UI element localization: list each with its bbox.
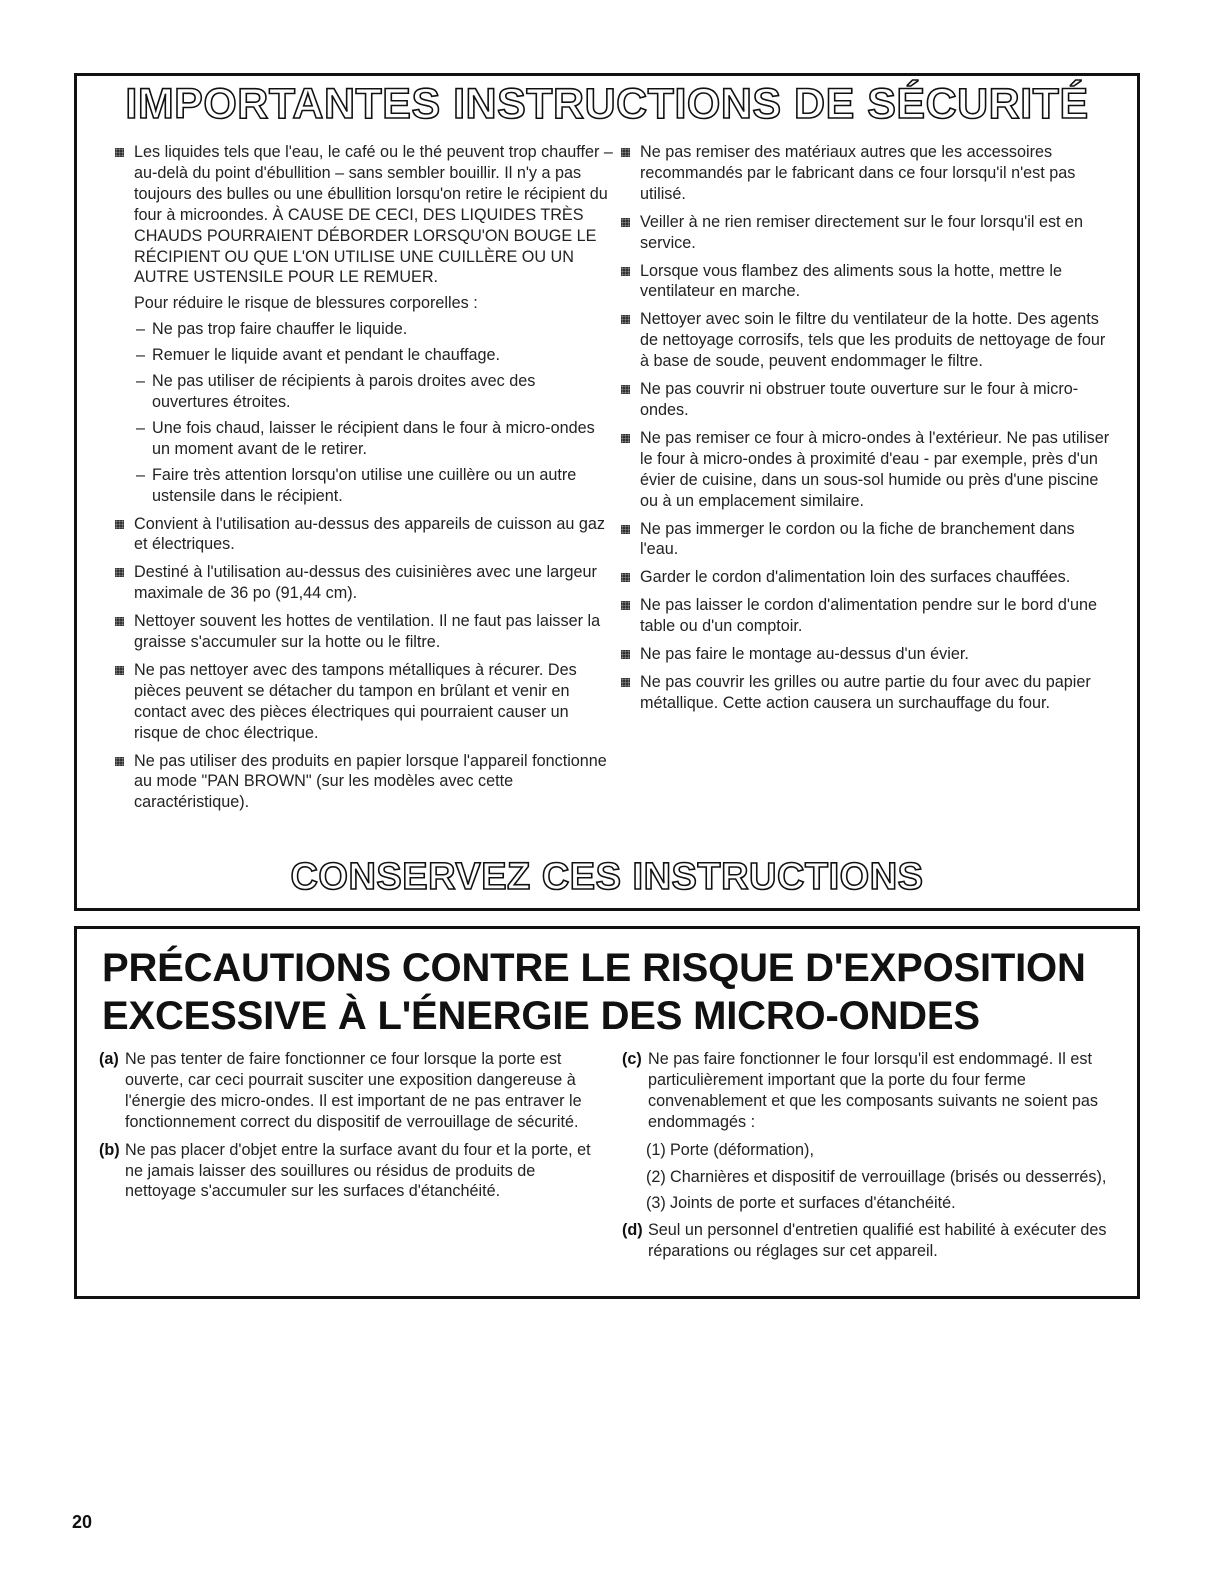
list-item: Nettoyer avec soin le filtre du ventilateur de la hotte. Des agents de nettoyage corrosifs, tels que les produits de nettoyage de four à base de soude, peuvent endommager le filtre. <box>616 309 1116 372</box>
list-item: Nettoyer souvent les hottes de ventilation. Il ne faut pas laisser la graisse s'accumuler sur la hotte ou le filtre. <box>110 611 616 653</box>
list-item: Ne pas utiliser des produits en papier lorsque l'appareil fonctionne au mode "PAN BROWN" (sur les modèles avec cette caractéristique). <box>110 751 616 814</box>
list-item: Ne pas couvrir les grilles ou autre partie du four avec du papier métallique. Cette action causera un surchauffage du four. <box>616 672 1116 714</box>
item-label: (a) <box>99 1050 119 1068</box>
safety-instructions-box <box>74 73 1140 911</box>
dash-item: – Faire très attention lorsqu'on utilise une cuillère ou un autre ustensile dans le récipient. <box>136 465 577 505</box>
precautions-box <box>74 926 1140 1299</box>
bullet-note: Pour réduire le risque de blessures corporelles : <box>134 294 478 313</box>
square-bullet-icon <box>115 568 124 577</box>
list-item: (a) Ne pas tenter de faire fonctionner ce four lorsque la porte est ouverte, car ceci pourrait susciter une exposition dangereuse à l'énergie des micro-ondes. Il est important de ne pas entraver le fonctionnement correct du dispositif de verrouillage de sécurité. <box>99 1050 582 1131</box>
bullet-text: Les liquides tels que l'eau, le café ou le thé peuvent trop chauffer – au-delà du point d'ébullition – sans sembler bouillir. Il n'y a pas toujours des bulles ou une ébullition lorsqu'on retire le récipient du four à microondes. À CAUSE DE CECI, DES LIQUIDES TRÈS CHAUDS POURRAIENT DÉBORDER LORSQU'ON BOUGE LE RÉCIPIENT OU QUE L'ON UTILISE UNE CUILLÈRE OU UN AUTRE USTENSILE POUR LE REMUER. <box>134 143 613 287</box>
square-bullet-icon <box>621 148 630 157</box>
item-label: (c) <box>622 1050 642 1068</box>
square-bullet-icon <box>115 520 124 529</box>
list-item: (d) Seul un personnel d'entretien qualifié est habilité à exécuter des réparations ou réglages sur cet appareil. <box>622 1221 1107 1261</box>
list-item: Ne pas nettoyer avec des tampons métalliques à récurer. Des pièces peuvent se détacher du tampon en brûlant et venir en contact avec des pièces électriques qui pourraient causer un risque de choc électrique. <box>110 660 616 744</box>
safety-right-column <box>616 142 1116 721</box>
square-bullet-icon <box>621 434 630 443</box>
precautions-title: PRÉCAUTIONS CONTRE LE RISQUE D'EXPOSITION EXCESSIVE À L'ÉNERGIE DES MICRO-ONDES <box>102 946 1086 1038</box>
square-bullet-icon <box>115 666 124 675</box>
square-bullet-icon <box>621 525 630 534</box>
page-number: 20 <box>72 1512 93 1532</box>
save-instructions-footer: CONSERVEZ CES INSTRUCTIONS <box>290 856 924 898</box>
precautions-left-column <box>99 1049 599 1209</box>
square-bullet-icon <box>621 218 630 227</box>
precautions-right-column <box>622 1049 1122 1269</box>
item-label: (d) <box>622 1221 643 1240</box>
numbered-item: (3) Joints de porte et surfaces d'étanchéité. <box>646 1194 956 1213</box>
square-bullet-icon <box>621 573 630 582</box>
list-item: (b) Ne pas placer d'objet entre la surface avant du four et la porte, et ne jamais laisser des souillures ou résidus de produits de nettoyage s'accumuler sur les surfaces d'étanchéité. <box>99 1140 591 1201</box>
square-bullet-icon <box>621 385 630 394</box>
numbered-item: (2) Charnières et dispositif de verrouillage (brisés ou desserrés), <box>646 1167 1107 1186</box>
list-item: Lorsque vous flambez des aliments sous la hotte, mettre le ventilateur en marche. <box>616 261 1116 303</box>
safety-title: IMPORTANTES INSTRUCTIONS DE SÉCURITÉ <box>125 80 1089 128</box>
list-item: Garder le cordon d'alimentation loin des surfaces chauffées. <box>616 567 1116 588</box>
dash-item: – Une fois chaud, laisser le récipient dans le four à micro-ondes un moment avant de le retirer. <box>136 418 595 458</box>
list-item: Ne pas couvrir ni obstruer toute ouverture sur le four à micro-ondes. <box>616 379 1116 421</box>
dash-item: – Ne pas trop faire chauffer le liquide. <box>136 320 408 339</box>
square-bullet-icon <box>621 601 630 610</box>
list-item <box>110 142 616 507</box>
list-item: Ne pas remiser ce four à micro-ondes à l'extérieur. Ne pas utiliser le four à micro-ondes à proximité d'eau - par exemple, près d'un évier de cuisine, dans un sous-sol humide ou près d'une piscine ou à un emplacement similaire. <box>616 428 1116 512</box>
square-bullet-icon <box>115 617 124 626</box>
safety-left-column <box>110 142 616 820</box>
square-bullet-icon <box>115 757 124 766</box>
list-item: Ne pas faire le montage au-dessus d'un évier. <box>616 644 1116 665</box>
list-item: Veiller à ne rien remiser directement sur le four lorsqu'il est en service. <box>616 212 1116 254</box>
dash-item: – Remuer le liquide avant et pendant le chauffage. <box>136 346 500 365</box>
list-item: Convient à l'utilisation au-dessus des appareils de cuisson au gaz et électriques. <box>110 514 616 556</box>
list-item: Ne pas laisser le cordon d'alimentation pendre sur le bord d'une table ou d'un comptoir. <box>616 595 1116 637</box>
list-item: (c) Ne pas faire fonctionner le four lorsqu'il est endommagé. Il est particulièrement important que la porte du four ferme convenablement et que les composants suivants ne soient pas endommagés : <box>622 1050 1098 1131</box>
list-item: Ne pas remiser des matériaux autres que les accessoires recommandés par le fabricant dans ce four lorsqu'il n'est pas utilisé. <box>616 142 1116 205</box>
item-label: (b) <box>99 1140 120 1159</box>
square-bullet-icon <box>115 148 124 157</box>
square-bullet-icon <box>621 267 630 276</box>
square-bullet-icon <box>621 678 630 687</box>
numbered-item: (1) Porte (déformation), <box>646 1140 814 1159</box>
square-bullet-icon <box>621 315 630 324</box>
list-item: Ne pas immerger le cordon ou la fiche de branchement dans l'eau. <box>616 519 1116 561</box>
list-item: Destiné à l'utilisation au-dessus des cuisinières avec une largeur maximale de 36 po (91,44 cm). <box>110 562 616 604</box>
dash-item: – Ne pas utiliser de récipients à parois droites avec des ouvertures étroites. <box>136 372 536 411</box>
square-bullet-icon <box>621 650 630 659</box>
